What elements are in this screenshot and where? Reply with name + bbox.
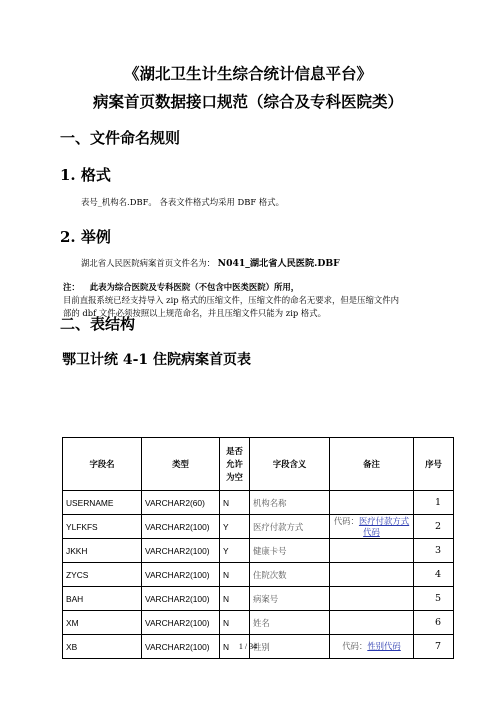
cell-seq: 2 [414,515,454,539]
table-row [63,539,454,563]
document-title: 《湖北卫生计生综合统计信息平台》 [123,64,372,83]
cell-field-name: ZYCS [63,563,142,587]
cell-nullable: Y [220,515,250,539]
cell-remark [330,563,414,587]
header-nullable-line-2: 允许 [226,458,243,469]
header-meaning: 字段含义 [250,438,330,491]
table-title: 鄂卫计统 4-1 住院病案首页表 [62,352,252,368]
table-row [63,491,454,515]
remark-code-link[interactable]: 性别代码 [367,641,401,651]
cell-remark [330,539,414,563]
remark-prefix: 代码： [333,515,359,526]
cell-type: VARCHAR2(100) [142,563,220,587]
cell-meaning: 医疗付款方式 [250,515,330,539]
cell-type: VARCHAR2(100) [142,587,220,611]
cell-type: VARCHAR2(60) [142,491,220,515]
cell-remark [330,587,414,611]
cell-nullable: N [220,635,250,659]
cell-meaning: 住院次数 [250,563,330,587]
header-type: 类型 [142,438,220,491]
header-nullable-line-3: 为空 [226,471,243,482]
note-line-1 [63,281,443,294]
cell-remark [330,611,414,635]
cell-seq: 7 [414,635,454,659]
cell-field-name: XM [63,611,142,635]
note-label: 注： [63,282,80,292]
cell-field-name: BAH [63,587,142,611]
cell-seq: 4 [414,563,454,587]
cell-type: VARCHAR2(100) [142,539,220,563]
table-row [63,611,454,635]
cell-nullable: N [220,563,250,587]
cell-field-name: USERNAME [63,491,142,515]
cell-meaning: 病案号 [250,587,330,611]
cell-seq: 1 [414,491,454,515]
note-line-3: 部的 dbf 文件必须按照以上规范命名，并且压缩文件只能为 zip 格式。 [63,308,327,318]
cell-meaning: 性别 [250,635,330,659]
document-subtitle: 病案首页数据接口规范（综合及专科医院类） [92,92,403,111]
cell-type: VARCHAR2(100) [142,515,220,539]
header-nullable [220,438,250,491]
example-prefix: 湖北省人民医院病案首页文件名为： [81,258,215,268]
remark-prefix: 代码： [342,641,368,651]
cell-meaning: 机构名称 [250,491,330,515]
page-indicator: 1 / 34 [238,642,258,651]
cell-meaning: 健康卡号 [250,539,330,563]
note-line-2: 目前直报系统已经支持导入 zip 格式的压缩文件，压缩文件的命名无要求，但是压缩文件内 [63,295,400,305]
field-definition-table [62,437,454,659]
cell-nullable: N [220,587,250,611]
example-description [81,257,340,270]
cell-field-name: YLFKFS [63,515,142,539]
cell-type: VARCHAR2(100) [142,635,220,659]
table-row [63,587,454,611]
cell-type: VARCHAR2(100) [142,611,220,635]
cell-seq: 5 [414,587,454,611]
cell-seq: 6 [414,611,454,635]
subheading-format: 1. 格式 [60,166,111,184]
subheading-example: 2. 举例 [60,228,111,246]
format-description: 表号_机构名.DBF。 各表文件格式均采用 DBF 格式。 [81,197,284,207]
cell-field-name: XB [63,635,142,659]
header-nullable-line-1: 是否 [226,445,243,456]
cell-field-name: JKKH [63,539,142,563]
note-emphasis: 此表为综合医院及专科医院（不包含中医类医院）所用， [89,282,300,292]
table-row [63,515,454,539]
section-heading-naming: 一、文件命名规则 [60,129,181,147]
remark-code-link[interactable]: 医疗付款方式代码 [358,515,410,537]
table-header-row [63,438,454,491]
cell-remark [330,515,414,539]
cell-meaning: 姓名 [250,611,330,635]
header-seq: 序号 [414,438,454,491]
table-row [63,563,454,587]
cell-nullable: N [220,491,250,515]
header-remark: 备注 [330,438,414,491]
header-field-name: 字段名 [63,438,142,491]
cell-nullable: N [220,611,250,635]
example-filename: N041_湖北省人民医院.DBF [217,258,340,269]
section-heading-structure: 二、表结构 [60,315,136,333]
cell-remark [330,491,414,515]
cell-nullable: Y [220,539,250,563]
cell-seq: 3 [414,539,454,563]
